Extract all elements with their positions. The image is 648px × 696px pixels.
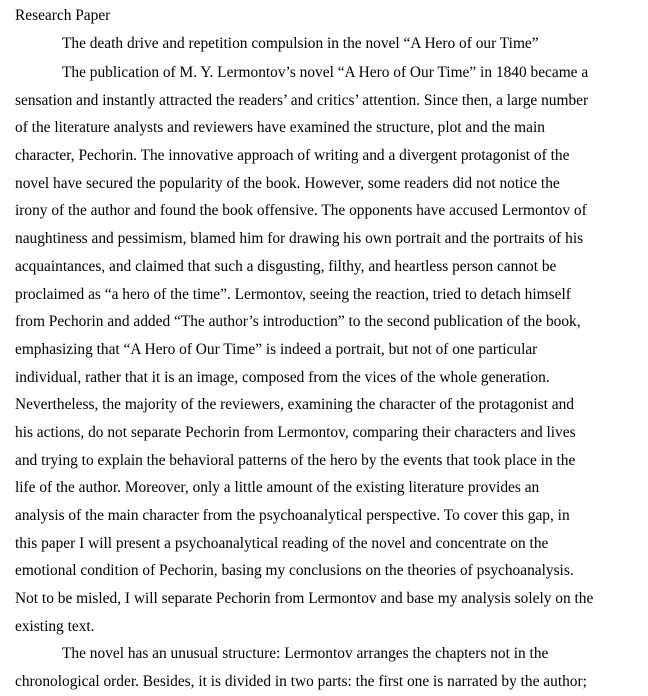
text-line: Nevertheless, the majority of the reviewers, examining the character of the protagonist and bbox=[15, 396, 574, 414]
text-line: and trying to explain the behavioral patterns of the hero by the events that took place in the bbox=[15, 451, 576, 469]
text-line: sensation and instantly attracted the readers’ and critics’ attention. Since then, a large number bbox=[15, 91, 589, 109]
text-line: analysis of the main character from the psychoanalytical perspective. To cover this gap, in bbox=[15, 507, 570, 524]
paper-title: The death drive and repetition compulsion in the novel “A Hero of our Time” bbox=[62, 35, 539, 52]
text-line: his actions, do not separate Pechorin from Lermontov, comparing their characters and lives bbox=[15, 423, 576, 441]
text-line: acquaintances, and claimed that such a disgusting, filthy, and heartless person cannot be bbox=[15, 257, 557, 275]
text-line: life of the author. Moreover, only a little amount of the existing literature provides an bbox=[15, 479, 540, 497]
text-line: emphasizing that “A Hero of Our Time” is indeed a portrait, but not of one particular bbox=[15, 340, 538, 358]
text-line: from Pechorin and added “The author’s introduction” to the second publication of the book, bbox=[15, 313, 581, 331]
text-line: character, Pechorin. The innovative approach of writing and a divergent protagonist of the bbox=[15, 147, 570, 165]
text-line: naughtiness and pessimism, blamed him for drawing his own portrait and the portraits of his bbox=[15, 230, 584, 248]
text-line: The publication of M. Y. Lermontov’s novel “A Hero of Our Time” in 1840 became a bbox=[62, 64, 589, 81]
text-line: this paper I will present a psychoanalytical reading of the novel and concentrate on the bbox=[15, 534, 549, 552]
text-line: chronological order. Besides, it is divided in two parts: the first one is narrated by the author; bbox=[15, 673, 587, 691]
text-line: emotional condition of Pechorin, basing my conclusions on the theories of psychoanalysis. bbox=[15, 562, 574, 580]
text-line: individual, rather that it is an image, composed from the vices of the whole generation. bbox=[15, 368, 550, 386]
text-line: existing text. bbox=[15, 617, 95, 635]
body-text bbox=[15, 59, 645, 696]
text-line: The novel has an unusual structure: Lermontov arranges the chapters not in the bbox=[62, 645, 549, 663]
text-line: proclaimed as “a hero of the time”. Lermontov, seeing the reaction, tried to detach himself bbox=[15, 285, 571, 303]
text-line: irony of the author and found the book offensive. The opponents have accused Lermontov of bbox=[15, 202, 587, 220]
text-line: of the literature analysts and reviewers have examined the structure, plot and the main bbox=[15, 119, 545, 137]
text-line: Not to be misled, I will separate Pechorin from Lermontov and base my analysis solely on the bbox=[15, 590, 594, 608]
text-line: novel have secured the popularity of the book. However, some readers did not notice the bbox=[15, 174, 560, 192]
running-header: Research Paper bbox=[15, 7, 111, 24]
